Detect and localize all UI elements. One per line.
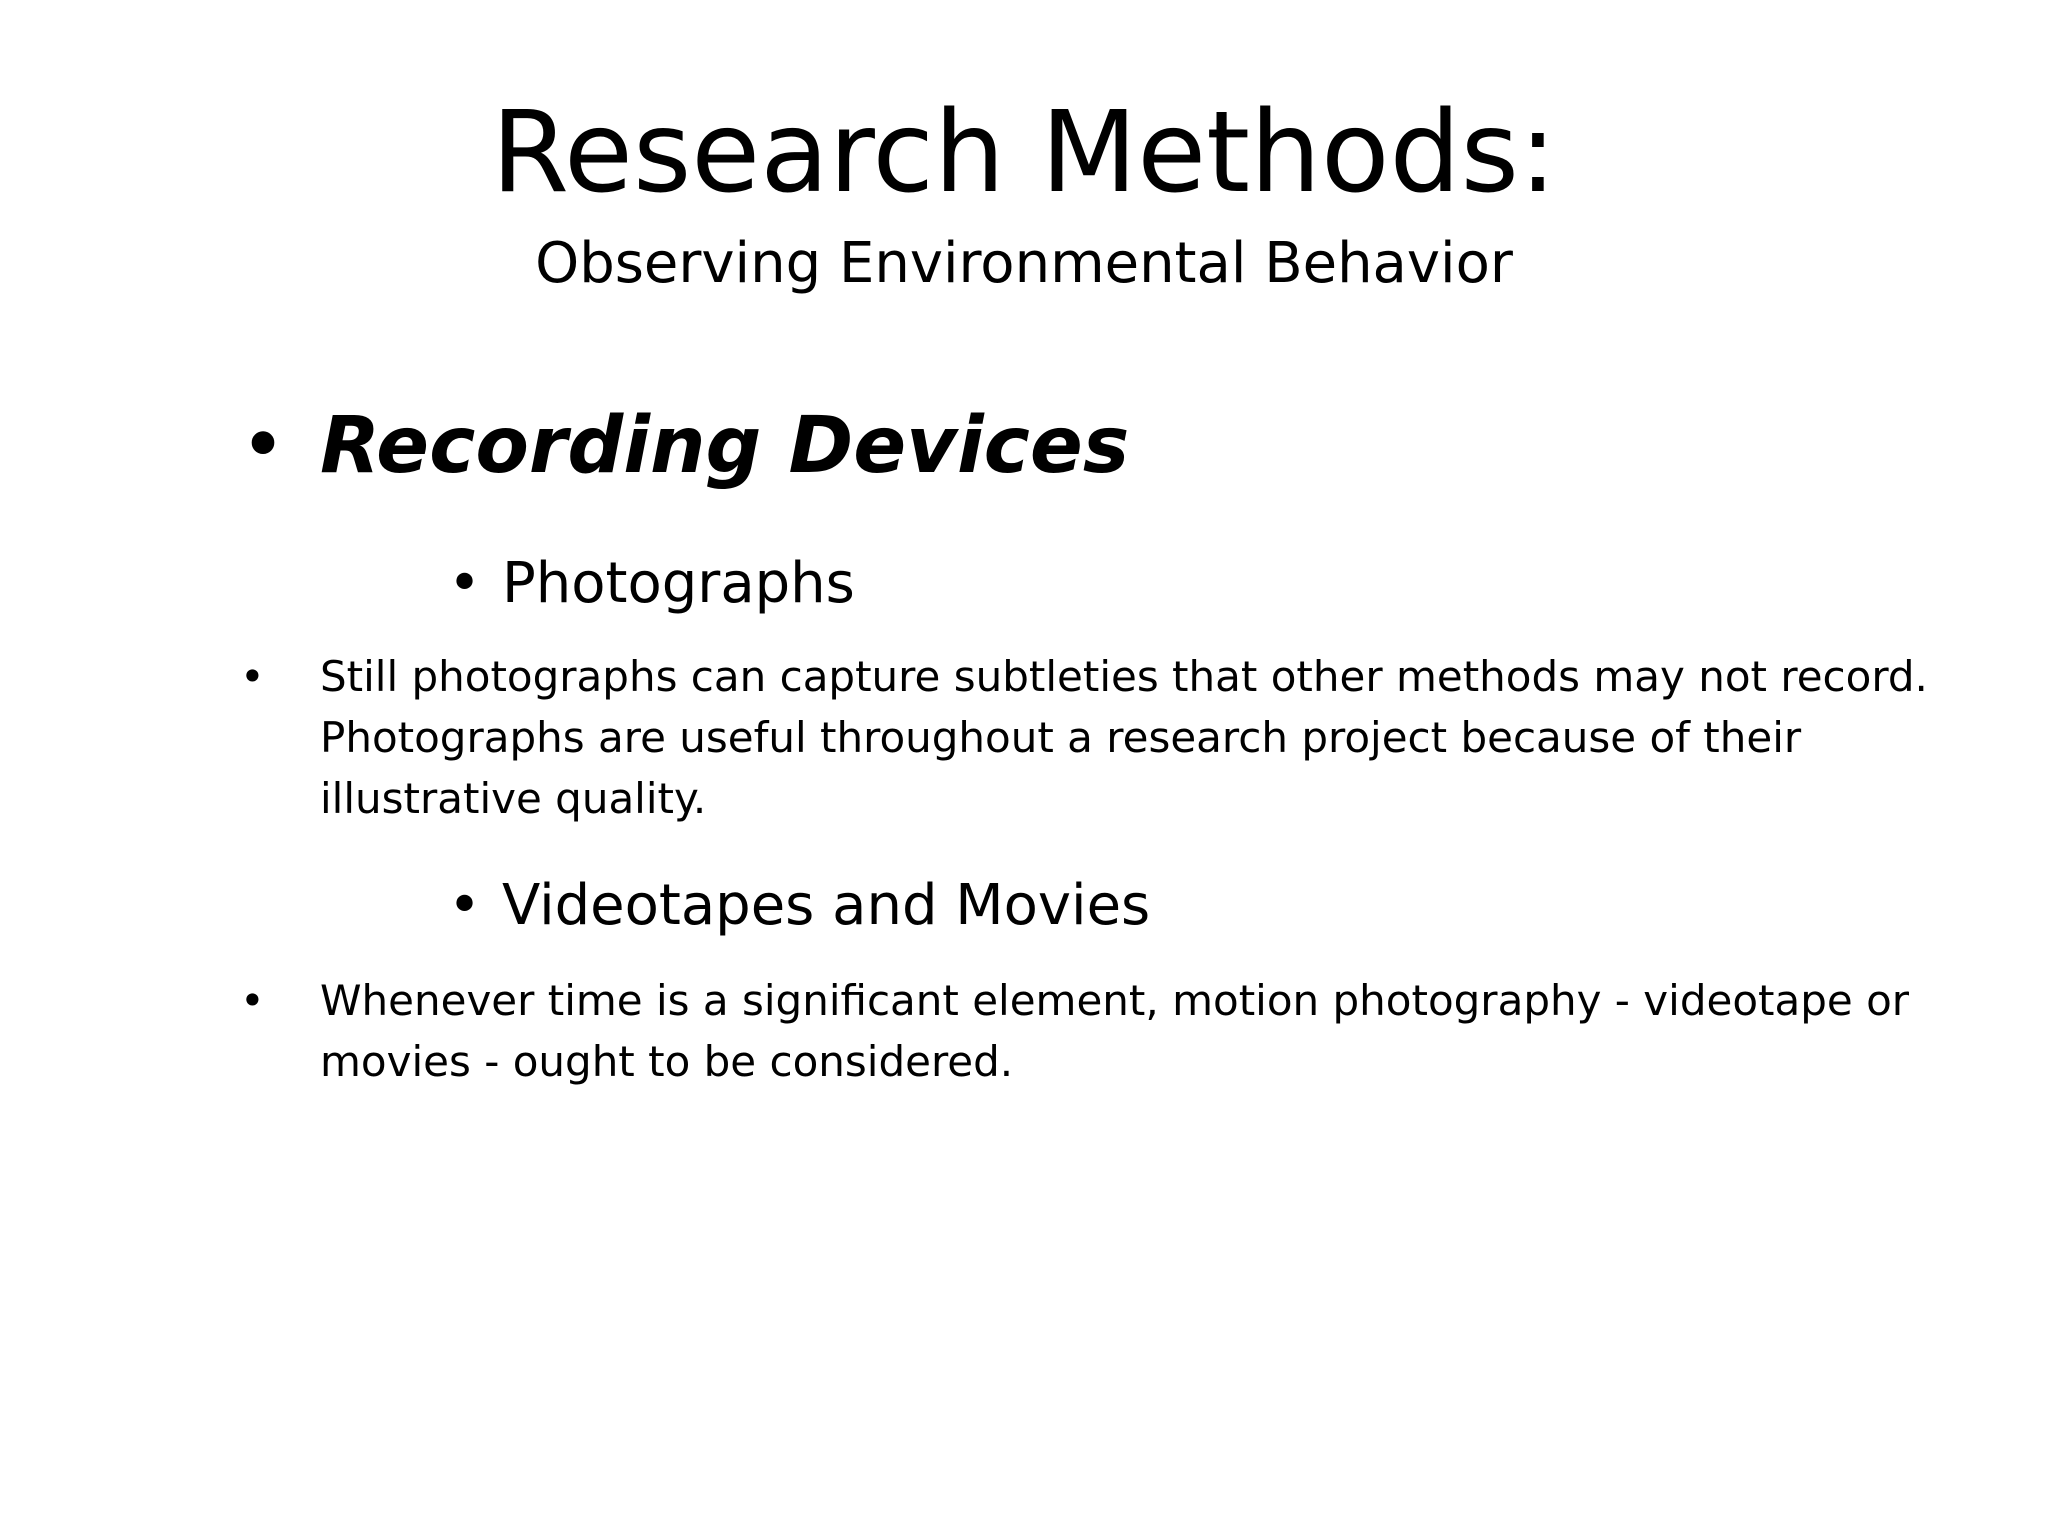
slide-title: Research Methods:	[491, 88, 1557, 218]
bullet-icon: •	[240, 652, 265, 701]
body-text: Still photographs can capture subtleties that other methods may not record. Photographs are useful throughout a research project because of their illustrative quality.	[320, 652, 1928, 823]
subheading-label: Videotapes and Movies	[502, 873, 1151, 938]
body-text: Whenever time is a significant element, motion photography - videotape or movies - ought to be considered.	[320, 976, 1910, 1086]
bullet-icon: •	[240, 401, 287, 491]
bullet-icon: •	[240, 976, 265, 1025]
subheading-label: Photographs	[502, 551, 855, 616]
slide-subtitle: Observing Environmental Behavior	[535, 231, 1513, 296]
bullet-icon: •	[448, 551, 482, 616]
section-heading: Recording Devices	[320, 401, 1130, 491]
bullet-icon: •	[448, 873, 482, 938]
